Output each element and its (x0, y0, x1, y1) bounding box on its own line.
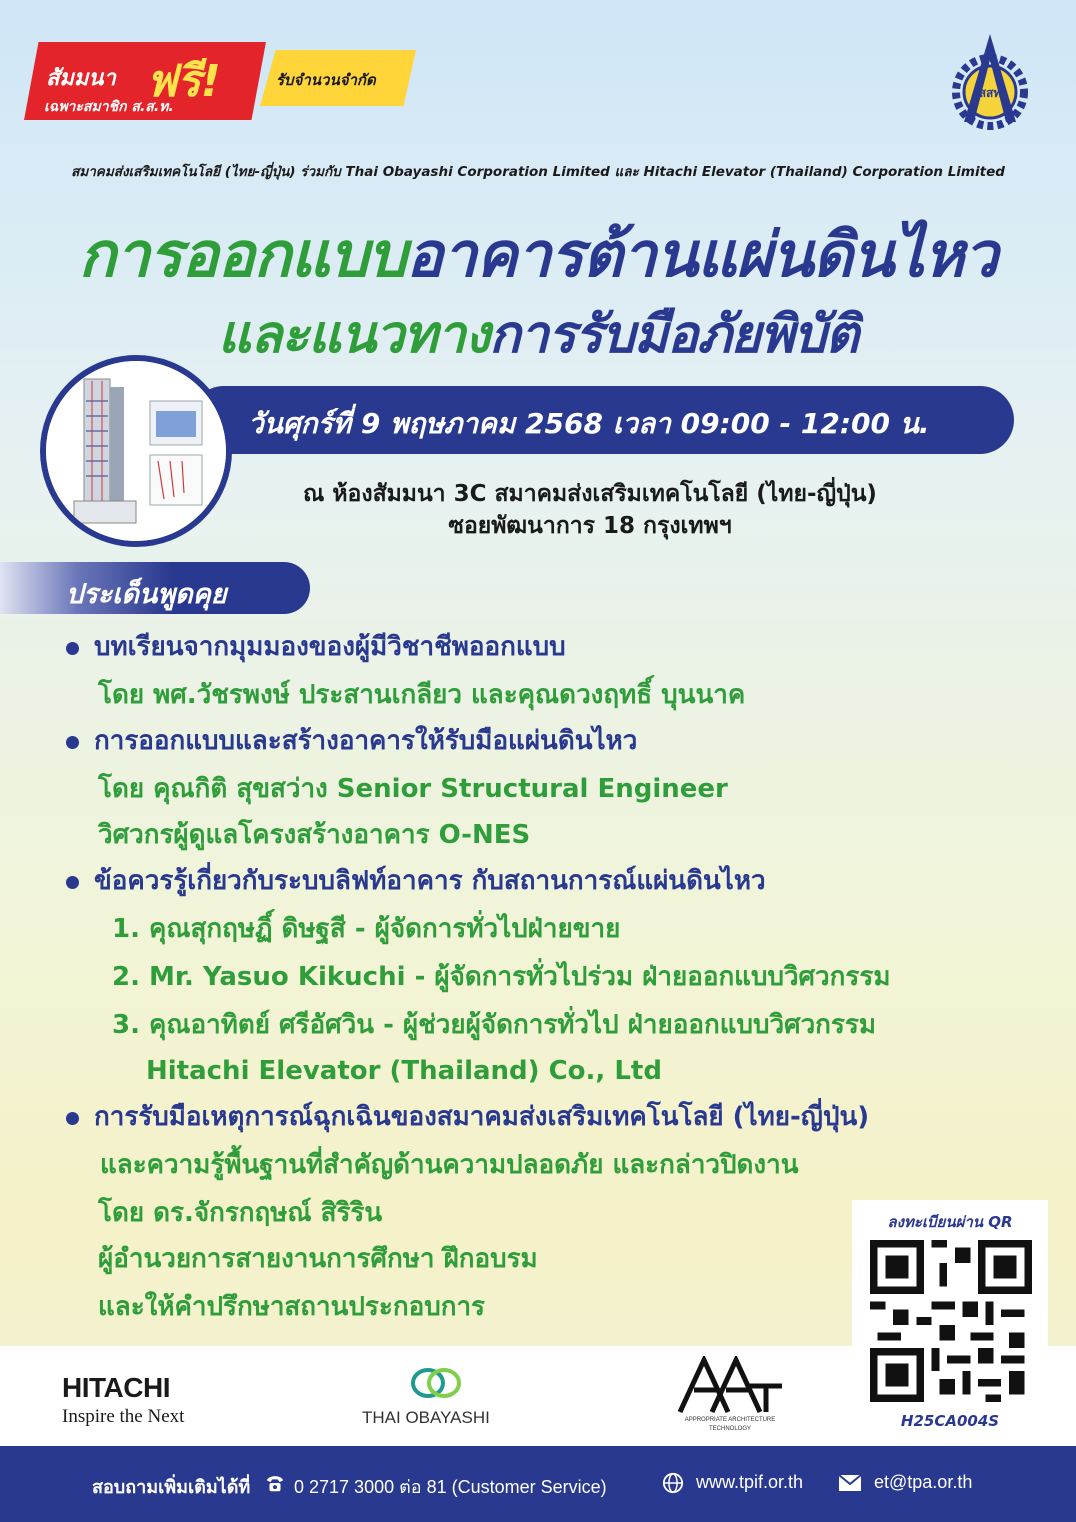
qr-registration-code: H25CA004S (900, 1412, 1000, 1430)
topic-3-speaker-3: 3. คุณอาทิตย์ ศรีอัศวิน - ผู้ช่วยผู้จัดการทั่วไป ฝ่ายออกแบบวิศวกรรม (112, 1010, 876, 1040)
qr-registration[interactable] (852, 1200, 1048, 1436)
topic-1-speaker: โดย พศ.วัชรพงษ์ ประสานเกลียว และคุณดวงฤทธิ์ บุนนาค (98, 680, 746, 710)
footer-website-link[interactable]: www.tpif.or.th (696, 1472, 804, 1492)
title-part-disaster: การรับมือภัยพิบัติ (489, 305, 859, 365)
topics-heading: ประเด็นพูดคุย (66, 579, 227, 610)
tpa-logo (950, 30, 1030, 130)
footer-email-link[interactable]: et@tpa.or.th (874, 1472, 973, 1492)
ribbon-limited-text: รับจำนวนจำกัด (276, 71, 376, 89)
title-part-design: การออกแบบ (78, 218, 407, 291)
phone-icon (264, 1472, 286, 1494)
title-part-approach: และแนวทาง (217, 305, 490, 365)
aat-logo-caption (674, 1416, 786, 1434)
venue-line2: ซอยพัฒนาการ 18 กรุงเทพฯ (448, 513, 732, 539)
bullet-icon (66, 1112, 79, 1125)
hitachi-logo: HITACHI (62, 1372, 170, 1403)
aat-logo-icon (676, 1356, 786, 1414)
topic-2-speaker-role: วิศวกรผู้ดูแลโครงสร้างอาคาร O-NES (98, 820, 531, 850)
topic-2-speaker: โดย คุณกิติ สุขสว่าง Senior Structural Engineer (98, 774, 728, 804)
topic-3-title: ข้อควรรู้เกี่ยวกับระบบลิฟท์อาคาร กับสถานการณ์แผ่นดินไหว (94, 866, 766, 896)
qr-code-icon[interactable] (870, 1240, 1032, 1402)
ribbon-free-text: ฟรี! (146, 56, 221, 107)
aat-caption-line2: TECHNOLOGY (708, 1426, 751, 1432)
topic-4-speaker: โดย ดร.จักรกฤษณ์ สิริริน (98, 1198, 383, 1228)
organizer-line: สมาคมส่งเสริมเทคโนโลยี (ไทย-ญี่ปุ่น) ร่วมกับ Thai Obayashi Corporation Limited และ Hitachi Elevator (Thailand) Corporation Limited (71, 164, 1005, 180)
page-title-line1 (0, 206, 1076, 304)
event-datetime: วันศุกร์ที่ 9 พฤษภาคม 2568 เวลา 09:00 - 12:00 น. (248, 407, 930, 440)
footer-inquiry-label: สอบถามเพิ่มเติมได้ที่ (92, 1477, 251, 1497)
building-illustration (40, 355, 232, 547)
venue (230, 478, 950, 542)
topic-4-title-line2: และความรู้พื้นฐานที่สำคัญด้านความปลอดภัย และกล่าวปิดงาน (100, 1150, 799, 1180)
globe-icon (662, 1472, 684, 1494)
topic-1-title: บทเรียนจากมุมมองของผู้มีวิชาชีพออกแบบ (94, 632, 566, 662)
topic-3-speaker-2: 2. Mr. Yasuo Kikuchi - ผู้จัดการทั่วไปร่วม ฝ่ายออกแบบวิศวกรรม (112, 962, 891, 992)
topics-heading-tab (0, 562, 310, 614)
logo-text: สสท (978, 86, 1002, 100)
obayashi-logo: THAI OBAYASHI (362, 1408, 490, 1427)
topic-3-company: Hitachi Elevator (Thailand) Co., Ltd (146, 1056, 662, 1086)
bullet-icon (66, 642, 79, 655)
date-banner (190, 386, 1014, 454)
title-part-building: อาคารต้านแผ่นดินไหว (406, 218, 998, 291)
obayashi-logo-icon (408, 1364, 464, 1402)
topic-4-speaker-role-2: และให้คำปรึกษาสถานประกอบการ (98, 1292, 486, 1322)
venue-line1: ณ ห้องสัมมนา 3C สมาคมส่งเสริมเทคโนโลยี (ไทย-ญี่ปุ่น) (303, 481, 877, 507)
bullet-icon (66, 736, 79, 749)
email-icon (838, 1474, 862, 1492)
footer-contact-bar (0, 1446, 1076, 1522)
topic-4-title: การรับมือเหตุการณ์ฉุกเฉินของสมาคมส่งเสริมเทคโนโลยี (ไทย-ญี่ปุ่น) (94, 1102, 870, 1132)
bullet-icon (66, 876, 79, 889)
topic-2-title: การออกแบบและสร้างอาคารให้รับมือแผ่นดินไหว (94, 726, 638, 756)
topic-4-speaker-role-1: ผู้อำนวยการสายงานการศึกษา ฝึกอบรม (98, 1244, 538, 1274)
free-seminar-ribbon (24, 42, 404, 120)
ribbon-seminar-text: สัมมนา (46, 66, 116, 91)
ribbon-members-text: เฉพาะสมาชิก ส.ส.ท. (44, 99, 174, 115)
aat-caption-line1: APPROPRIATE ARCHITECTURE (684, 1417, 776, 1423)
qr-label: ลงทะเบียนผ่าน QR (887, 1213, 1013, 1231)
hitachi-tagline: Inspire the Next (62, 1406, 185, 1427)
topic-3-speaker-1: 1. คุณสุกฤษฏิ์ ดิษฐสี - ผู้จัดการทั่วไปฝ่ายขาย (112, 914, 621, 944)
footer-phone[interactable]: 0 2717 3000 ต่อ 81 (Customer Service) (294, 1477, 607, 1497)
